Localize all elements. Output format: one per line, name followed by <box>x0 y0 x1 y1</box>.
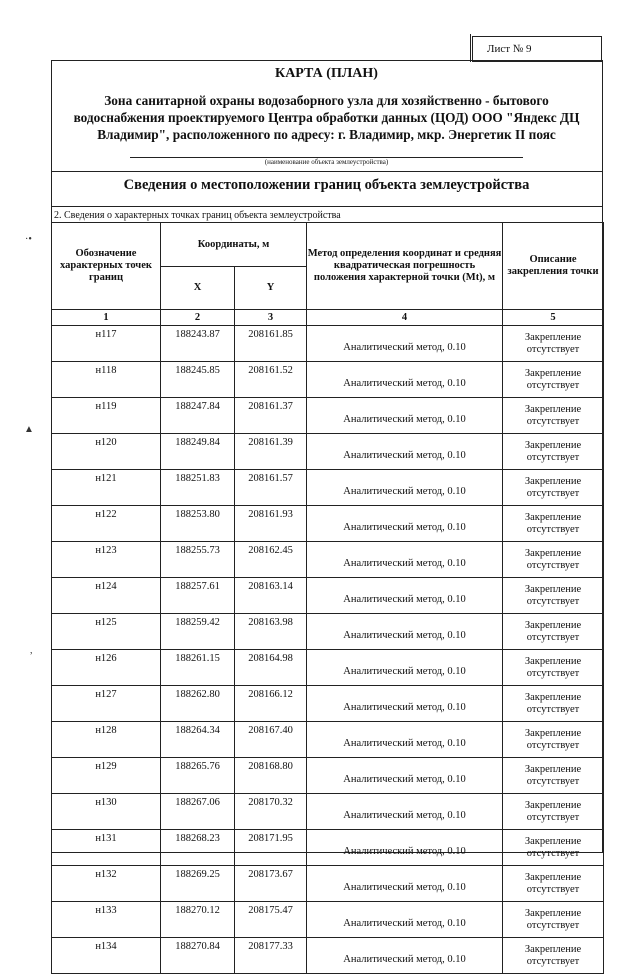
point-cell: н128 <box>52 722 161 758</box>
method-cell: Аналитический метод, 0.10 <box>307 830 503 866</box>
x-cell: 188270.84 <box>161 938 235 974</box>
y-cell: 208166.12 <box>235 686 307 722</box>
table-row <box>52 830 604 866</box>
fix-cell: Закрепление отсутствует <box>503 434 604 470</box>
point-cell: н134 <box>52 938 161 974</box>
y-cell: 208161.52 <box>235 362 307 398</box>
x-cell: 188270.12 <box>161 902 235 938</box>
y-cell: 208171.95 <box>235 830 307 866</box>
method-cell: Аналитический метод, 0.10 <box>307 434 503 470</box>
fix-cell: Закрепление отсутствует <box>503 794 604 830</box>
x-cell: 188255.73 <box>161 542 235 578</box>
y-cell: 208161.39 <box>235 434 307 470</box>
fix-cell: Закрепление отсутствует <box>503 866 604 902</box>
method-cell: Аналитический метод, 0.10 <box>307 542 503 578</box>
point-cell: н132 <box>52 866 161 902</box>
point-cell: н122 <box>52 506 161 542</box>
table-row <box>52 578 604 614</box>
method-cell: Аналитический метод, 0.10 <box>307 794 503 830</box>
x-cell: 188265.76 <box>161 758 235 794</box>
fix-cell: Закрепление отсутствует <box>503 686 604 722</box>
fix-cell: Закрепление отсутствует <box>503 542 604 578</box>
fix-cell: Закрепление отсутствует <box>503 398 604 434</box>
table-row <box>52 470 604 506</box>
column-number: 2 <box>161 310 235 326</box>
y-cell: 208161.57 <box>235 470 307 506</box>
point-cell: н120 <box>52 434 161 470</box>
y-cell: 208164.98 <box>235 650 307 686</box>
fix-cell: Закрепление отсутствует <box>503 506 604 542</box>
table-row <box>52 362 604 398</box>
divider <box>51 171 602 172</box>
x-cell: 188268.23 <box>161 830 235 866</box>
fix-cell: Закрепление отсутствует <box>503 326 604 362</box>
table-row <box>52 686 604 722</box>
margin-mark: , <box>30 645 33 656</box>
method-cell: Аналитический метод, 0.10 <box>307 866 503 902</box>
x-cell: 188267.06 <box>161 794 235 830</box>
method-cell: Аналитический метод, 0.10 <box>307 578 503 614</box>
header-y: Y <box>235 267 307 310</box>
y-cell: 208161.93 <box>235 506 307 542</box>
method-cell: Аналитический метод, 0.10 <box>307 614 503 650</box>
x-cell: 188245.85 <box>161 362 235 398</box>
table-row <box>52 434 604 470</box>
table-row <box>52 398 604 434</box>
point-cell: н129 <box>52 758 161 794</box>
x-cell: 188269.25 <box>161 866 235 902</box>
y-cell: 208163.98 <box>235 614 307 650</box>
fix-cell: Закрепление отсутствует <box>503 650 604 686</box>
point-cell: н118 <box>52 362 161 398</box>
method-cell: Аналитический метод, 0.10 <box>307 470 503 506</box>
object-description: Зона санитарной охраны водозаборного узла для хозяйственно - бытового водоснабжения проектируемого Центра обработки данных (ЦОД) ООО "Яндекс ДЦ Владимир", расположенного по адресу: г. Владимир, мкр. Энергетик II пояс <box>73 93 580 142</box>
page-title: КАРТА (ПЛАН) <box>275 66 378 81</box>
table-row <box>52 902 604 938</box>
x-cell: 188253.80 <box>161 506 235 542</box>
table-row <box>52 650 604 686</box>
y-cell: 208173.67 <box>235 866 307 902</box>
table-row <box>52 758 604 794</box>
method-cell: Аналитический метод, 0.10 <box>307 902 503 938</box>
fix-cell: Закрепление отсутствует <box>503 902 604 938</box>
method-cell: Аналитический метод, 0.10 <box>307 758 503 794</box>
point-cell: н117 <box>52 326 161 362</box>
column-number: 4 <box>307 310 503 326</box>
method-cell: Аналитический метод, 0.10 <box>307 398 503 434</box>
method-cell: Аналитический метод, 0.10 <box>307 506 503 542</box>
y-cell: 208177.33 <box>235 938 307 974</box>
x-cell: 188243.87 <box>161 326 235 362</box>
fix-cell: Закрепление отсутствует <box>503 578 604 614</box>
table-row <box>52 794 604 830</box>
x-cell: 188251.83 <box>161 470 235 506</box>
x-cell: 188257.61 <box>161 578 235 614</box>
y-cell: 208162.45 <box>235 542 307 578</box>
x-cell: 188249.84 <box>161 434 235 470</box>
fix-cell: Закрепление отсутствует <box>503 470 604 506</box>
points-table <box>51 222 604 974</box>
header-method: Метод определения координат и средняя квадратическая погрешность положения характерной точки (Mt), м <box>307 223 503 310</box>
table-row <box>52 722 604 758</box>
margin-mark: ▲ <box>24 424 34 435</box>
x-cell: 188259.42 <box>161 614 235 650</box>
x-cell: 188247.84 <box>161 398 235 434</box>
method-cell: Аналитический метод, 0.10 <box>307 722 503 758</box>
fix-cell: Закрепление отсутствует <box>503 758 604 794</box>
column-numbers-row <box>52 310 604 326</box>
point-cell: н126 <box>52 650 161 686</box>
method-cell: Аналитический метод, 0.10 <box>307 650 503 686</box>
fix-cell: Закрепление отсутствует <box>503 830 604 866</box>
header-fix: Описание закрепления точки <box>503 223 604 310</box>
header-point: Обозначение характерных точек границ <box>52 223 161 310</box>
point-cell: н123 <box>52 542 161 578</box>
fix-cell: Закрепление отсутствует <box>503 614 604 650</box>
table-row <box>52 614 604 650</box>
fix-cell: Закрепление отсутствует <box>503 722 604 758</box>
method-cell: Аналитический метод, 0.10 <box>307 686 503 722</box>
point-cell: н124 <box>52 578 161 614</box>
y-cell: 208161.85 <box>235 326 307 362</box>
x-cell: 188261.15 <box>161 650 235 686</box>
fix-cell: Закрепление отсутствует <box>503 938 604 974</box>
table-row <box>52 506 604 542</box>
y-cell: 208167.40 <box>235 722 307 758</box>
divider <box>51 206 602 207</box>
table-row <box>52 542 604 578</box>
object-caption: (наименование объекта землеустройства) <box>264 158 389 166</box>
section-subtitle: 2. Сведения о характерных точках границ объекта землеустройства <box>54 210 341 221</box>
x-cell: 188262.80 <box>161 686 235 722</box>
y-cell: 208168.80 <box>235 758 307 794</box>
method-cell: Аналитический метод, 0.10 <box>307 326 503 362</box>
y-cell: 208163.14 <box>235 578 307 614</box>
point-cell: н121 <box>52 470 161 506</box>
y-cell: 208161.37 <box>235 398 307 434</box>
point-cell: н119 <box>52 398 161 434</box>
point-cell: н130 <box>52 794 161 830</box>
sheet-number: Лист № 9 <box>472 36 602 62</box>
column-number: 5 <box>503 310 604 326</box>
header-x: X <box>161 267 235 310</box>
column-number: 3 <box>235 310 307 326</box>
y-cell: 208175.47 <box>235 902 307 938</box>
point-cell: н131 <box>52 830 161 866</box>
method-cell: Аналитический метод, 0.10 <box>307 938 503 974</box>
section-title: Сведения о местоположении границ объекта землеустройства <box>123 177 530 193</box>
margin-mark: ·• <box>25 234 32 245</box>
table-body <box>52 326 604 974</box>
fix-cell: Закрепление отсутствует <box>503 362 604 398</box>
table-row <box>52 938 604 974</box>
point-cell: н125 <box>52 614 161 650</box>
table-row <box>52 326 604 362</box>
method-cell: Аналитический метод, 0.10 <box>307 362 503 398</box>
point-cell: н133 <box>52 902 161 938</box>
point-cell: н127 <box>52 686 161 722</box>
table-row <box>52 866 604 902</box>
y-cell: 208170.32 <box>235 794 307 830</box>
header-coords: Координаты, м <box>161 223 307 267</box>
column-number: 1 <box>52 310 161 326</box>
x-cell: 188264.34 <box>161 722 235 758</box>
